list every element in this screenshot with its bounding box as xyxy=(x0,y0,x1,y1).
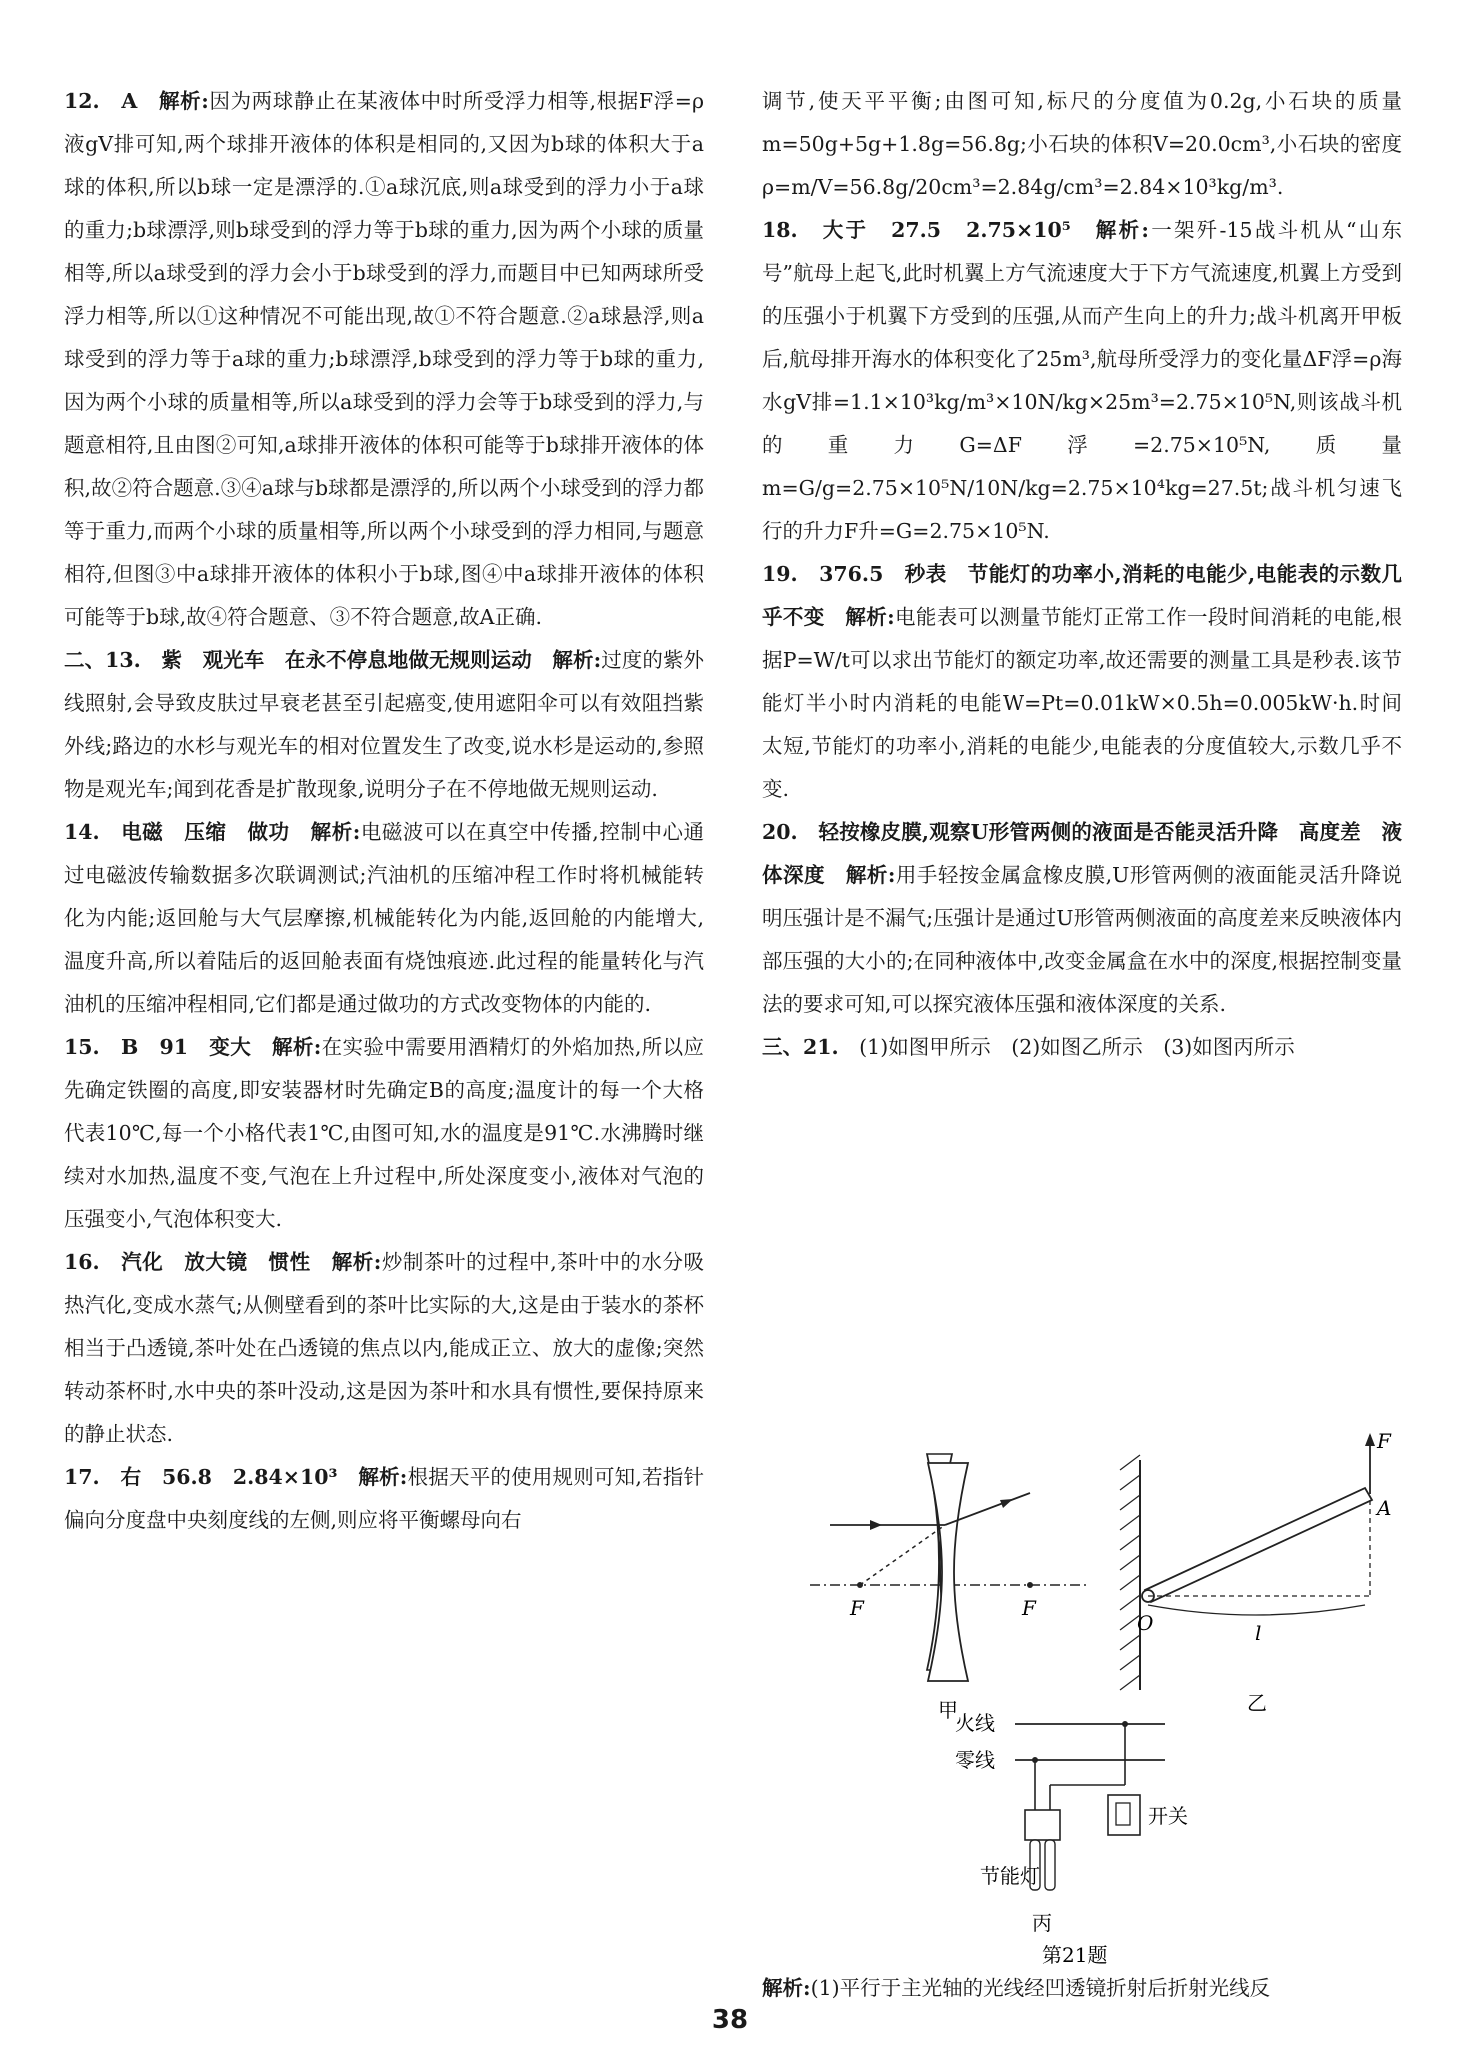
analysis-text: 用手轻按金属盒橡皮膜,U形管两侧的液面能灵活升降说明压强计是不漏气;压强计是通过U形管两侧液面的高度差来反映液体内部压强的大小的;在同种液体中,改变金属盒在水中的深度,根据控制变量法的要求可知,可以探究液体压强和液体深度的关系. xyxy=(762,863,1403,1016)
footer-note-text: (1)平行于主光轴的光线经凹透镜折射后折射光线反 xyxy=(810,1976,1271,2000)
analysis-text: 在实验中需要用酒精灯的外焰加热,所以应先确定铁圈的高度,即安装器材时先确定B的高度;温度计的每一个大格代表10℃,每一个小格代表1℃,由图可知,水的温度是91℃.水沸腾时继续对水加热,温度不变,气泡在上升过程中,所处深度变小,液体对气泡的压强变小,气泡体积变大. xyxy=(64,1035,705,1231)
left-column xyxy=(64,80,704,1542)
left-answer-item xyxy=(64,1456,704,1542)
right-answer-item xyxy=(762,1026,1402,1069)
analysis-label: 解析: xyxy=(159,89,209,113)
analysis-label: 解析: xyxy=(331,1250,382,1274)
answer-key: 汽化 放大镜 惯性 xyxy=(121,1250,311,1274)
answer-number: 20. xyxy=(762,820,798,844)
right-column xyxy=(762,80,1402,1069)
focus-right-label: F xyxy=(1022,1596,1036,1620)
analysis-text: 炒制茶叶的过程中,茶叶中的水分吸热汽化,变成水蒸气;从侧壁看到的茶叶比实际的大,这是由于装水的茶杯相当于凸透镜,茶叶处在凸透镜的焦点以内,能成正立、放大的虚像;突然转动茶杯时,水中央的茶叶没动,这是因为茶叶和水具有惯性,要保持原来的静止状态. xyxy=(64,1250,705,1446)
answer-number: 14. xyxy=(64,820,100,844)
right-answer-item xyxy=(762,553,1402,811)
left-answer-item xyxy=(64,80,704,639)
answer-number: 16. xyxy=(64,1250,100,1274)
right-answer-item xyxy=(762,80,1402,209)
analysis-label: 解析: xyxy=(310,820,361,844)
left-answer-item xyxy=(64,1241,704,1456)
answer-key: 大于 27.5 2.75×10⁵ xyxy=(822,218,1071,242)
focus-left-label: F xyxy=(850,1596,864,1620)
answer-number: 12. xyxy=(64,89,100,113)
figure-bing-circuit xyxy=(950,1700,1250,1970)
answer-number: 二、13. xyxy=(64,648,141,672)
analysis-label: 解析: xyxy=(358,1465,408,1489)
analysis-text: 根据天平的使用规则可知,若指针偏向分度盘中央刻度线的左侧,则应将平衡螺母向右 xyxy=(64,1465,705,1532)
analysis-label: 解析: xyxy=(1095,218,1149,242)
answer-key: B 91 变大 xyxy=(120,1035,252,1059)
live-wire-label: 火线 xyxy=(955,1711,995,1735)
answer-number: 三、21. xyxy=(762,1035,839,1059)
analysis-label: 解析: xyxy=(271,1035,322,1059)
answer-number: 17. xyxy=(64,1465,100,1489)
question-21-caption: 第21题 xyxy=(1042,1943,1108,1967)
analysis-text: (1)如图甲所示 (2)如图乙所示 (3)如图丙所示 xyxy=(859,1035,1295,1059)
right-answer-item xyxy=(762,209,1402,553)
footer-note-label: 解析: xyxy=(762,1976,811,2000)
answer-key: A xyxy=(121,89,138,113)
point-a-label: A xyxy=(1377,1496,1392,1520)
analysis-text: 过度的紫外线照射,会导致皮肤过早衰老甚至引起癌变,使用遮阳伞可以有效阻挡紫外线;路边的水杉与观光车的相对位置发生了改变,说水杉是运动的,参照物是观光车;闻到花香是扩散现象,说明分子在不停地做无规则运动. xyxy=(64,648,705,801)
answer-number: 15. xyxy=(64,1035,100,1059)
footer-note xyxy=(762,1968,1402,2008)
right-answer-item xyxy=(762,811,1402,1026)
figure-yi-caption: 乙 xyxy=(1247,1691,1267,1715)
left-answer-item xyxy=(64,639,704,811)
analysis-label: 解析: xyxy=(845,863,896,887)
answer-number: 19. xyxy=(762,562,798,586)
figure-yi-lever xyxy=(1115,1430,1415,1720)
figure-jia-caption: 甲 xyxy=(938,1698,958,1722)
answer-key: 轻按橡皮膜,观察U形管两侧的液面是否能灵活升降 高度差 液体深度 xyxy=(762,820,1403,887)
page-number: 38 xyxy=(711,2005,749,2035)
figure-jia-concave-lens xyxy=(800,1455,1100,1722)
force-label: F xyxy=(1377,1429,1391,1453)
left-answer-item xyxy=(64,811,704,1026)
arm-label: l xyxy=(1255,1621,1262,1645)
answer-number: 18. xyxy=(762,218,798,242)
analysis-text: 调节,使天平平衡;由图可知,标尺的分度值为0.2g,小石块的质量m=50g+5g+1.8g=56.8g;小石块的体积V=20.0cm³,小石块的密度ρ=m/V=56.8g/20cm³=2.84g/cm³=2.84×10³kg/m³. xyxy=(762,89,1402,199)
analysis-label: 解析: xyxy=(845,605,895,629)
analysis-text: 因为两球静止在某液体中时所受浮力相等,根据F浮=ρ液gV排可知,两个球排开液体的体积是相同的,又因为b球的体积大于a球的体积,所以b球一定是漂浮的.①a球沉底,则a球受到的浮力小于a球的重力;b球漂浮,则b球受到的浮力等于b球的重力,因为两个小球的质量相等,所以a球受到的浮力会小于b球受到的浮力,而题目中已知两球所受浮力相等,所以①这种情况不可能出现,故①不符合题意.②a球悬浮,则a球受到的浮力等于a球的重力;b球漂浮,b球受到的浮力等于b球的重力,因为两个小球的质量相等,所以a球受到的浮力会等于b球受到的浮力,与题意相符,且由图②可知,a球排开液体的体积可能等于b球排开液体的体积,故②符合题意.③④a球与b球都是漂浮的,所以两个小球受到的浮力都等于重力,而两个小球的质量相等,所以两个小球受到的浮力相同,与题意相符,但图③中a球排开液体的体积小于b球,图④中a球排开液体的体积可能等于b球,故④符合题意、③不符合题意,故A正确. xyxy=(64,89,705,629)
point-o-label: O xyxy=(1137,1611,1154,1635)
analysis-label: 解析: xyxy=(552,648,602,672)
figure-bing-caption: 丙 xyxy=(1032,1911,1052,1935)
neutral-wire-label: 零线 xyxy=(955,1748,995,1772)
answer-key: 电磁 压缩 做功 xyxy=(121,820,290,844)
analysis-text: 电能表可以测量节能灯正常工作一段时间消耗的电能,根据P=W/t可以求出节能灯的额定功率,故还需要的测量工具是秒表.该节能灯半小时内消耗的电能W=Pt=0.01kW×0.5h=0.005kW·h.时间太短,节能灯的功率小,消耗的电能少,电能表的分度值较大,示数几乎不变. xyxy=(762,605,1403,801)
analysis-text: 一架歼-15战斗机从“山东号”航母上起飞,此时机翼上方气流速度大于下方气流速度,机翼上方受到的压强小于机翼下方受到的压强,从而产生向上的升力;战斗机离开甲板后,航母排开海水的体积变化了25m³,航母所受浮力的变化量ΔF浮=ρ海水gV排=1.1×10³kg/m³×10N/kg×25m³=2.75×10⁵N,则该战斗机的重力G=ΔF浮=2.75×10⁵N,质量m=G/g=2.75×10⁵N/10N/kg=2.75×10⁴kg=27.5t;战斗机匀速飞行的升力F升=G=2.75×10⁵N. xyxy=(762,218,1403,543)
answer-key: 右 56.8 2.84×10³ xyxy=(120,1465,338,1489)
left-answer-item xyxy=(64,1026,704,1241)
answer-key: 紫 观光车 在永不停息地做无规则运动 xyxy=(161,648,532,672)
switch-label: 开关 xyxy=(1148,1804,1188,1828)
answer-key: 376.5 秒表 节能灯的功率小,消耗的电能少,电能表的示数几乎不变 xyxy=(762,562,1403,629)
analysis-text: 电磁波可以在真空中传播,控制中心通过电磁波传输数据多次联调测试;汽油机的压缩冲程工作时将机械能转化为内能;返回舱与大气层摩擦,机械能转化为内能,返回舱的内能增大,温度升高,所以着陆后的返回舱表面有烧蚀痕迹.此过程的能量转化与汽油机的压缩冲程相同,它们都是通过做功的方式改变物体的内能的. xyxy=(64,820,705,1016)
lamp-label: 节能灯 xyxy=(980,1864,1040,1888)
